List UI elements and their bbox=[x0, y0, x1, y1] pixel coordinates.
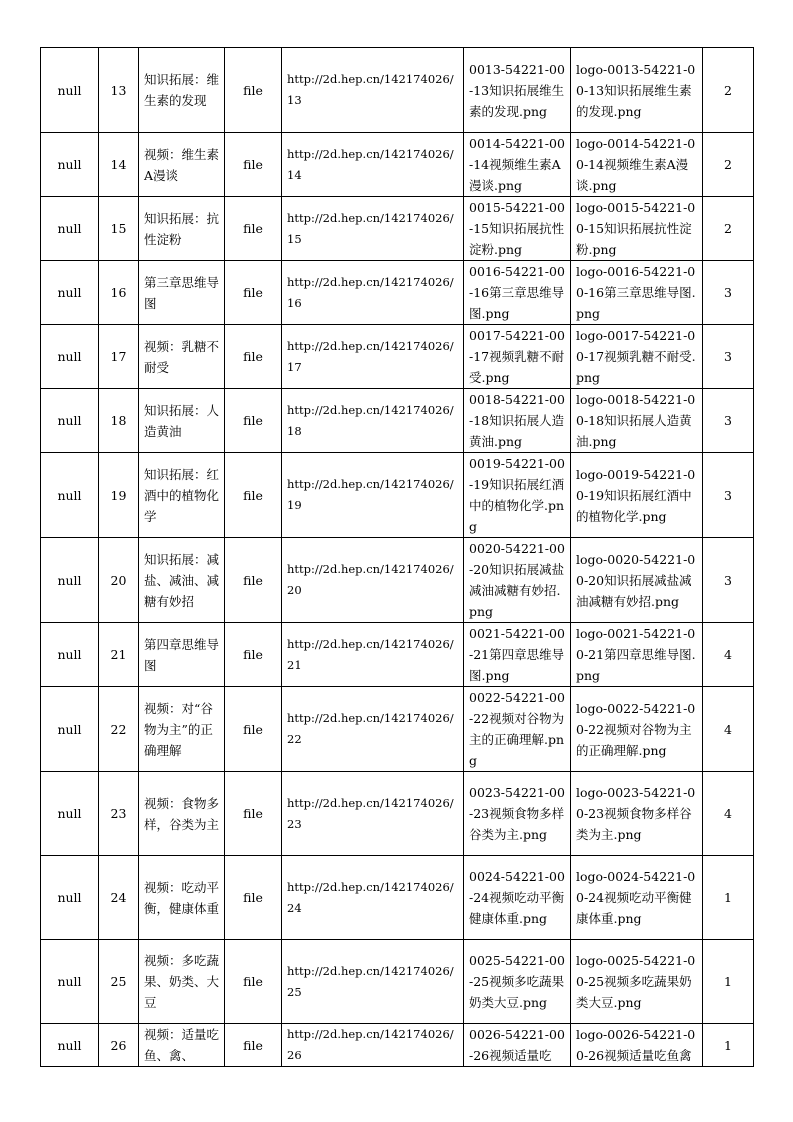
table-row bbox=[41, 940, 754, 1024]
url-cell: http://2d.hep.cn/142174026/16 bbox=[282, 261, 464, 325]
chapter-cell: 1 bbox=[703, 1024, 754, 1067]
number-cell: 14 bbox=[99, 133, 139, 197]
type-cell: file bbox=[225, 940, 282, 1024]
image-filename-cell: 0023-54221-00-23视频食物多样谷类为主.png bbox=[464, 772, 571, 856]
resource-name-cell: 知识拓展：人造黄油 bbox=[139, 389, 225, 453]
chapter-cell: 1 bbox=[703, 856, 754, 940]
flag-cell: null bbox=[41, 538, 99, 623]
chapter-cell: 4 bbox=[703, 623, 754, 687]
resource-name-cell: 知识拓展：维生素的发现 bbox=[139, 48, 225, 133]
type-cell: file bbox=[225, 389, 282, 453]
chapter-cell: 2 bbox=[703, 48, 754, 133]
resource-name-cell: 视频：吃动平衡，健康体重 bbox=[139, 856, 225, 940]
flag-cell: null bbox=[41, 687, 99, 772]
logo-filename-cell: logo-0023-54221-00-23视频食物多样谷类为主.png bbox=[571, 772, 703, 856]
logo-filename-cell: logo-0026-54221-00-26视频适量吃鱼禽 bbox=[571, 1024, 703, 1067]
number-cell: 24 bbox=[99, 856, 139, 940]
resource-name-cell: 视频：对“谷物为主”的正确理解 bbox=[139, 687, 225, 772]
number-cell: 19 bbox=[99, 453, 139, 538]
url-cell: http://2d.hep.cn/142174026/20 bbox=[282, 538, 464, 623]
url-cell: http://2d.hep.cn/142174026/14 bbox=[282, 133, 464, 197]
table-row bbox=[41, 772, 754, 856]
url-cell: http://2d.hep.cn/142174026/18 bbox=[282, 389, 464, 453]
resource-name-cell: 知识拓展：红酒中的植物化学 bbox=[139, 453, 225, 538]
chapter-cell: 3 bbox=[703, 389, 754, 453]
image-filename-cell: 0026-54221-00-26视频适量吃 bbox=[464, 1024, 571, 1067]
flag-cell: null bbox=[41, 325, 99, 389]
type-cell: file bbox=[225, 453, 282, 538]
resource-name-cell: 第三章思维导图 bbox=[139, 261, 225, 325]
number-cell: 25 bbox=[99, 940, 139, 1024]
image-filename-cell: 0016-54221-00-16第三章思维导图.png bbox=[464, 261, 571, 325]
chapter-cell: 3 bbox=[703, 261, 754, 325]
image-filename-cell: 0021-54221-00-21第四章思维导图.png bbox=[464, 623, 571, 687]
url-cell: http://2d.hep.cn/142174026/25 bbox=[282, 940, 464, 1024]
logo-filename-cell: logo-0024-54221-00-24视频吃动平衡健康体重.png bbox=[571, 856, 703, 940]
image-filename-cell: 0013-54221-00-13知识拓展维生素的发现.png bbox=[464, 48, 571, 133]
url-cell: http://2d.hep.cn/142174026/22 bbox=[282, 687, 464, 772]
url-cell: http://2d.hep.cn/142174026/13 bbox=[282, 48, 464, 133]
resource-name-cell: 知识拓展：抗性淀粉 bbox=[139, 197, 225, 261]
url-cell: http://2d.hep.cn/142174026/26 bbox=[282, 1024, 464, 1067]
number-cell: 13 bbox=[99, 48, 139, 133]
image-filename-cell: 0022-54221-00-22视频对谷物为主的正确理解.png bbox=[464, 687, 571, 772]
number-cell: 23 bbox=[99, 772, 139, 856]
logo-filename-cell: logo-0022-54221-00-22视频对谷物为主的正确理解.png bbox=[571, 687, 703, 772]
table-row bbox=[41, 133, 754, 197]
table-row bbox=[41, 856, 754, 940]
number-cell: 26 bbox=[99, 1024, 139, 1067]
flag-cell: null bbox=[41, 623, 99, 687]
flag-cell: null bbox=[41, 133, 99, 197]
url-cell: http://2d.hep.cn/142174026/24 bbox=[282, 856, 464, 940]
table-row bbox=[41, 538, 754, 623]
logo-filename-cell: logo-0015-54221-00-15知识拓展抗性淀粉.png bbox=[571, 197, 703, 261]
flag-cell: null bbox=[41, 940, 99, 1024]
number-cell: 21 bbox=[99, 623, 139, 687]
chapter-cell: 1 bbox=[703, 940, 754, 1024]
logo-filename-cell: logo-0018-54221-00-18知识拓展人造黄油.png bbox=[571, 389, 703, 453]
type-cell: file bbox=[225, 687, 282, 772]
table-row bbox=[41, 325, 754, 389]
table-row bbox=[41, 48, 754, 133]
type-cell: file bbox=[225, 623, 282, 687]
type-cell: file bbox=[225, 261, 282, 325]
type-cell: file bbox=[225, 538, 282, 623]
flag-cell: null bbox=[41, 48, 99, 133]
logo-filename-cell: logo-0016-54221-00-16第三章思维导图.png bbox=[571, 261, 703, 325]
flag-cell: null bbox=[41, 453, 99, 538]
table-body bbox=[41, 48, 754, 1067]
resource-name-cell: 视频：适量吃鱼、禽、 bbox=[139, 1024, 225, 1067]
number-cell: 15 bbox=[99, 197, 139, 261]
resource-name-cell: 第四章思维导图 bbox=[139, 623, 225, 687]
logo-filename-cell: logo-0013-54221-00-13知识拓展维生素的发现.png bbox=[571, 48, 703, 133]
flag-cell: null bbox=[41, 1024, 99, 1067]
logo-filename-cell: logo-0019-54221-00-19知识拓展红酒中的植物化学.png bbox=[571, 453, 703, 538]
logo-filename-cell: logo-0025-54221-00-25视频多吃蔬果奶类大豆.png bbox=[571, 940, 703, 1024]
url-cell: http://2d.hep.cn/142174026/17 bbox=[282, 325, 464, 389]
image-filename-cell: 0025-54221-00-25视频多吃蔬果奶类大豆.png bbox=[464, 940, 571, 1024]
flag-cell: null bbox=[41, 772, 99, 856]
table-row bbox=[41, 1024, 754, 1067]
chapter-cell: 3 bbox=[703, 538, 754, 623]
image-filename-cell: 0020-54221-00-20知识拓展减盐减油减糖有妙招.png bbox=[464, 538, 571, 623]
url-cell: http://2d.hep.cn/142174026/23 bbox=[282, 772, 464, 856]
table-row bbox=[41, 197, 754, 261]
image-filename-cell: 0017-54221-00-17视频乳糖不耐受.png bbox=[464, 325, 571, 389]
resource-name-cell: 知识拓展：减盐、减油、减糖有妙招 bbox=[139, 538, 225, 623]
url-cell: http://2d.hep.cn/142174026/19 bbox=[282, 453, 464, 538]
chapter-cell: 2 bbox=[703, 197, 754, 261]
table-row bbox=[41, 261, 754, 325]
image-filename-cell: 0019-54221-00-19知识拓展红酒中的植物化学.png bbox=[464, 453, 571, 538]
image-filename-cell: 0015-54221-00-15知识拓展抗性淀粉.png bbox=[464, 197, 571, 261]
number-cell: 16 bbox=[99, 261, 139, 325]
flag-cell: null bbox=[41, 261, 99, 325]
chapter-cell: 4 bbox=[703, 772, 754, 856]
table-row bbox=[41, 687, 754, 772]
resource-name-cell: 视频：乳糖不耐受 bbox=[139, 325, 225, 389]
type-cell: file bbox=[225, 856, 282, 940]
number-cell: 22 bbox=[99, 687, 139, 772]
resource-table bbox=[40, 47, 754, 1067]
type-cell: file bbox=[225, 325, 282, 389]
table-row bbox=[41, 623, 754, 687]
flag-cell: null bbox=[41, 197, 99, 261]
type-cell: file bbox=[225, 48, 282, 133]
type-cell: file bbox=[225, 197, 282, 261]
resource-name-cell: 视频：食物多样，谷类为主 bbox=[139, 772, 225, 856]
flag-cell: null bbox=[41, 389, 99, 453]
chapter-cell: 3 bbox=[703, 325, 754, 389]
resource-name-cell: 视频：维生素A漫谈 bbox=[139, 133, 225, 197]
number-cell: 20 bbox=[99, 538, 139, 623]
resource-name-cell: 视频：多吃蔬果、奶类、大豆 bbox=[139, 940, 225, 1024]
image-filename-cell: 0014-54221-00-14视频维生素A漫谈.png bbox=[464, 133, 571, 197]
type-cell: file bbox=[225, 1024, 282, 1067]
url-cell: http://2d.hep.cn/142174026/21 bbox=[282, 623, 464, 687]
type-cell: file bbox=[225, 772, 282, 856]
table-row bbox=[41, 389, 754, 453]
logo-filename-cell: logo-0017-54221-00-17视频乳糖不耐受.png bbox=[571, 325, 703, 389]
number-cell: 17 bbox=[99, 325, 139, 389]
logo-filename-cell: logo-0021-54221-00-21第四章思维导图.png bbox=[571, 623, 703, 687]
chapter-cell: 2 bbox=[703, 133, 754, 197]
chapter-cell: 4 bbox=[703, 687, 754, 772]
logo-filename-cell: logo-0014-54221-00-14视频维生素A漫谈.png bbox=[571, 133, 703, 197]
number-cell: 18 bbox=[99, 389, 139, 453]
chapter-cell: 3 bbox=[703, 453, 754, 538]
image-filename-cell: 0024-54221-00-24视频吃动平衡健康体重.png bbox=[464, 856, 571, 940]
flag-cell: null bbox=[41, 856, 99, 940]
url-cell: http://2d.hep.cn/142174026/15 bbox=[282, 197, 464, 261]
image-filename-cell: 0018-54221-00-18知识拓展人造黄油.png bbox=[464, 389, 571, 453]
logo-filename-cell: logo-0020-54221-00-20知识拓展减盐减油减糖有妙招.png bbox=[571, 538, 703, 623]
type-cell: file bbox=[225, 133, 282, 197]
table-row bbox=[41, 453, 754, 538]
